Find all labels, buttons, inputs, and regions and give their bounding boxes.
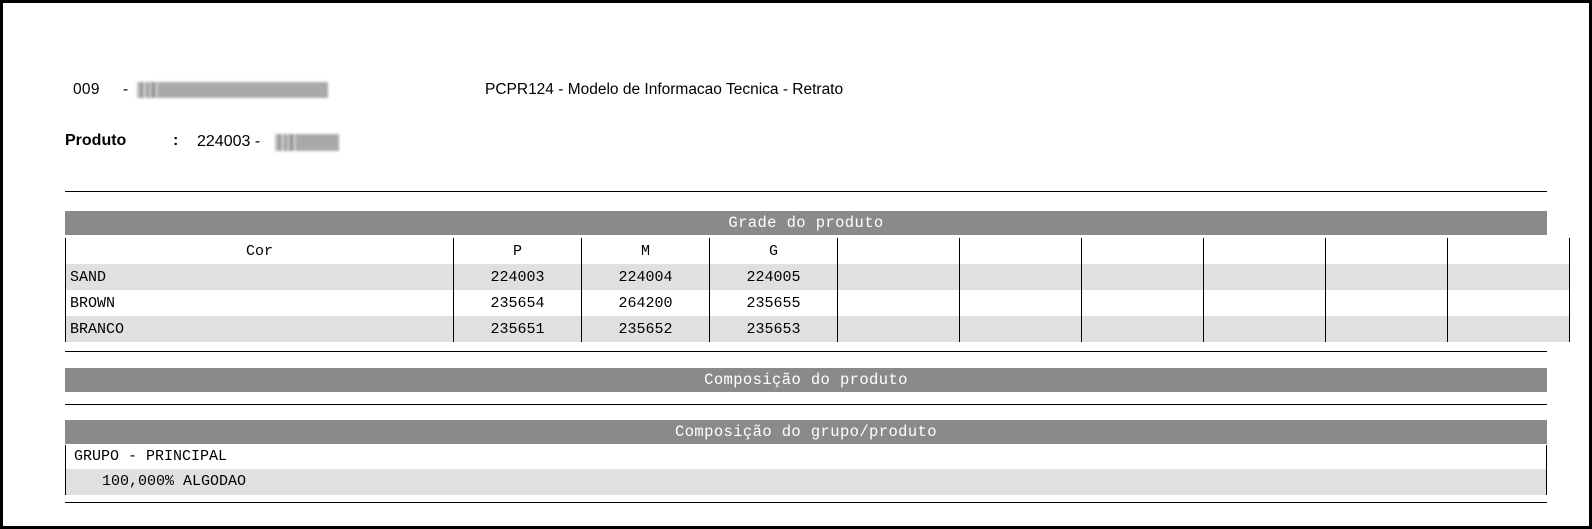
grade-col-header-7 bbox=[1204, 238, 1326, 264]
grade-col-header-8 bbox=[1326, 238, 1448, 264]
report-header bbox=[65, 81, 1545, 103]
grade-table-head bbox=[66, 238, 1570, 264]
section-header-grade: Grade do produto bbox=[65, 211, 1547, 235]
produto-colon: : bbox=[173, 132, 179, 149]
grade-cell-8 bbox=[1326, 316, 1448, 342]
grade-cell-cor: SAND bbox=[66, 264, 454, 290]
header-code: 009 bbox=[73, 81, 100, 98]
grade-col-header-cor: Cor bbox=[66, 238, 454, 264]
grade-col-header-4 bbox=[838, 238, 960, 264]
grade-cell-4 bbox=[838, 264, 960, 290]
grade-cell-cor: BRANCO bbox=[66, 316, 454, 342]
grade-cell-9 bbox=[1448, 316, 1570, 342]
grade-cell-9 bbox=[1448, 290, 1570, 316]
grade-col-header-6 bbox=[1082, 238, 1204, 264]
report-title: PCPR124 - Modelo de Informacao Tecnica - Retrato bbox=[485, 81, 844, 98]
grade-cell-8 bbox=[1326, 290, 1448, 316]
grade-cell-m: 264200 bbox=[582, 290, 710, 316]
grade-col-header-g: G bbox=[710, 238, 838, 264]
grade-cell-6 bbox=[1082, 264, 1204, 290]
grupo-principal-label: GRUPO - PRINCIPAL bbox=[65, 445, 1547, 469]
grade-cell-p: 224003 bbox=[454, 264, 582, 290]
table-row bbox=[66, 316, 1570, 342]
grade-col-header-m: M bbox=[582, 238, 710, 264]
grade-cell-p: 235651 bbox=[454, 316, 582, 342]
header-user-redacted bbox=[137, 82, 328, 98]
divider-top bbox=[65, 191, 1547, 192]
grade-cell-cor: BROWN bbox=[66, 290, 454, 316]
produto-label: Produto bbox=[65, 132, 127, 149]
grade-table-body bbox=[66, 264, 1570, 342]
grade-cell-4 bbox=[838, 290, 960, 316]
grade-col-header-p: P bbox=[454, 238, 582, 264]
section-header-composicao-grupo: Composição do grupo/produto bbox=[65, 420, 1547, 444]
grade-cell-6 bbox=[1082, 290, 1204, 316]
divider-after-composicao bbox=[65, 404, 1547, 405]
grade-cell-5 bbox=[960, 290, 1082, 316]
grade-col-header-9 bbox=[1448, 238, 1570, 264]
grade-cell-6 bbox=[1082, 316, 1204, 342]
table-row bbox=[66, 290, 1570, 316]
grade-col-header-5 bbox=[960, 238, 1082, 264]
section-header-composicao: Composição do produto bbox=[65, 368, 1547, 392]
grade-table bbox=[65, 238, 1570, 342]
grade-cell-g: 235655 bbox=[710, 290, 838, 316]
grade-cell-7 bbox=[1204, 264, 1326, 290]
grade-cell-8 bbox=[1326, 264, 1448, 290]
grade-cell-m: 235652 bbox=[582, 316, 710, 342]
grade-cell-9 bbox=[1448, 264, 1570, 290]
grade-cell-m: 224004 bbox=[582, 264, 710, 290]
grade-cell-5 bbox=[960, 316, 1082, 342]
grade-cell-7 bbox=[1204, 316, 1326, 342]
divider-after-grade bbox=[65, 351, 1547, 352]
produto-name-redacted bbox=[275, 134, 339, 151]
grade-cell-4 bbox=[838, 316, 960, 342]
table-row bbox=[66, 264, 1570, 290]
grade-cell-p: 235654 bbox=[454, 290, 582, 316]
grade-cell-5 bbox=[960, 264, 1082, 290]
grade-cell-g: 224005 bbox=[710, 264, 838, 290]
grade-table-header-row bbox=[66, 238, 1570, 264]
divider-bottom bbox=[65, 502, 1547, 503]
report-content bbox=[65, 3, 1549, 526]
header-dash: - bbox=[123, 81, 129, 98]
produto-code: 224003 - bbox=[197, 133, 261, 150]
grade-cell-g: 235653 bbox=[710, 316, 838, 342]
grade-cell-7 bbox=[1204, 290, 1326, 316]
list-item: 100,000% ALGODAO bbox=[65, 469, 1547, 495]
